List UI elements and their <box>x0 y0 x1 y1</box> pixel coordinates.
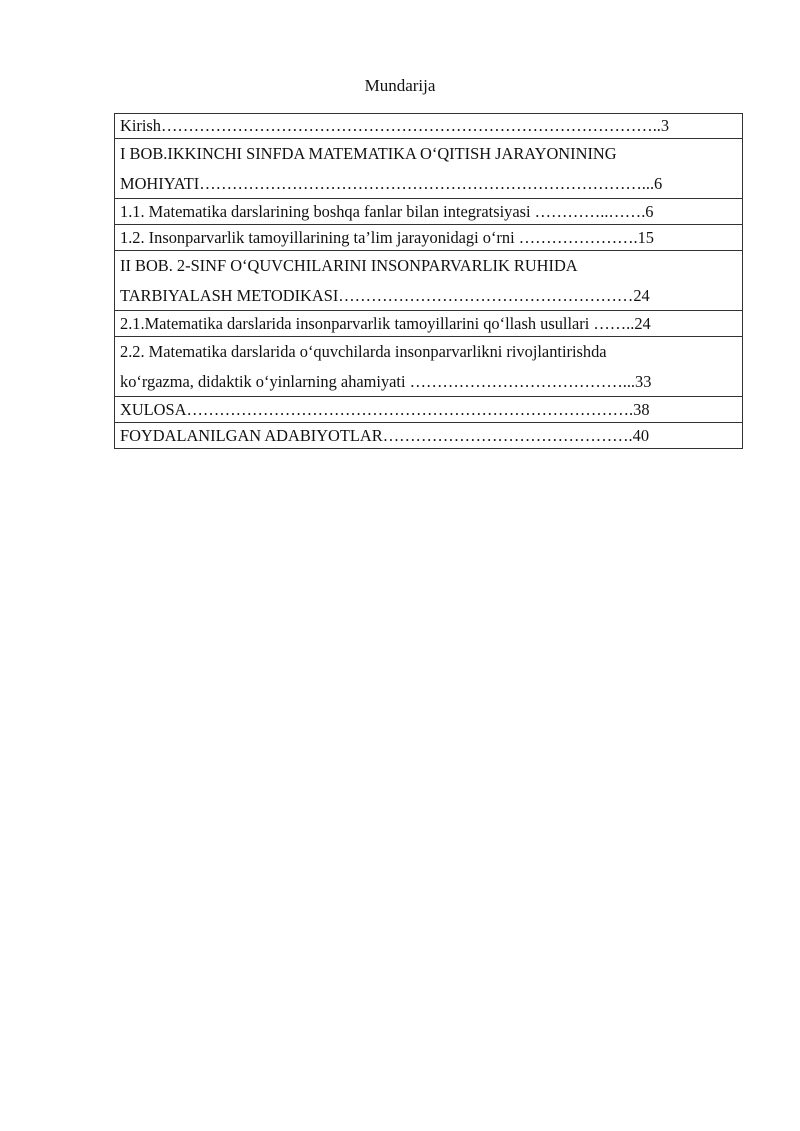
table-of-contents <box>114 113 743 449</box>
toc-entry-text: XULOSA……………………………………………………………………….38 <box>120 400 650 419</box>
toc-entry-text: MOHIYATI………………………………………………………………………...6 <box>120 174 663 193</box>
toc-row-section-2-1 <box>115 311 742 337</box>
toc-row-section-2-2 <box>115 337 742 397</box>
toc-row-chapter-1 <box>115 139 742 199</box>
toc-entry-text: 2.2. Matematika darslarida o‘quvchilarda insonparvarlikni rivojlantirishda <box>120 342 607 361</box>
toc-entry-text: FOYDALANILGAN ADABIYOTLAR……………………………………….40 <box>120 426 650 445</box>
toc-row-references <box>115 423 742 448</box>
toc-entry-text: TARBIYALASH METODIKASI………………………………………………24 <box>120 286 650 305</box>
toc-row-introduction <box>115 114 742 139</box>
toc-row-chapter-2 <box>115 251 742 311</box>
toc-entry-text: 2.1.Matematika darslarida insonparvarlik tamoyillarini qo‘llash usullari ……..24 <box>120 314 651 333</box>
page-title: Mundarija <box>364 76 436 95</box>
toc-row-section-1-2 <box>115 225 742 251</box>
toc-row-conclusion <box>115 397 742 423</box>
toc-entry-text: Kirish………………………………………………………………………………..3 <box>120 116 670 135</box>
toc-entry-text: I BOB.IKKINCHI SINFDA MATEMATIKA O‘QITISH JARAYONINING <box>120 144 617 163</box>
toc-entry-text: ko‘rgazma, didaktik o‘yinlarning ahamiyati …………………………………...33 <box>120 372 652 391</box>
toc-entry-text: II BOB. 2-SINF O‘QUVCHILARINI INSONPARVARLIK RUHIDA <box>120 256 578 275</box>
toc-entry-text: 1.2. Insonparvarlik tamoyillarining ta’lim jarayonidagi o‘rni ………………….15 <box>120 228 654 247</box>
toc-row-section-1-1 <box>115 199 742 225</box>
toc-entry-text: 1.1. Matematika darslarining boshqa fanlar bilan integratsiyasi …………..…….6 <box>120 202 654 221</box>
